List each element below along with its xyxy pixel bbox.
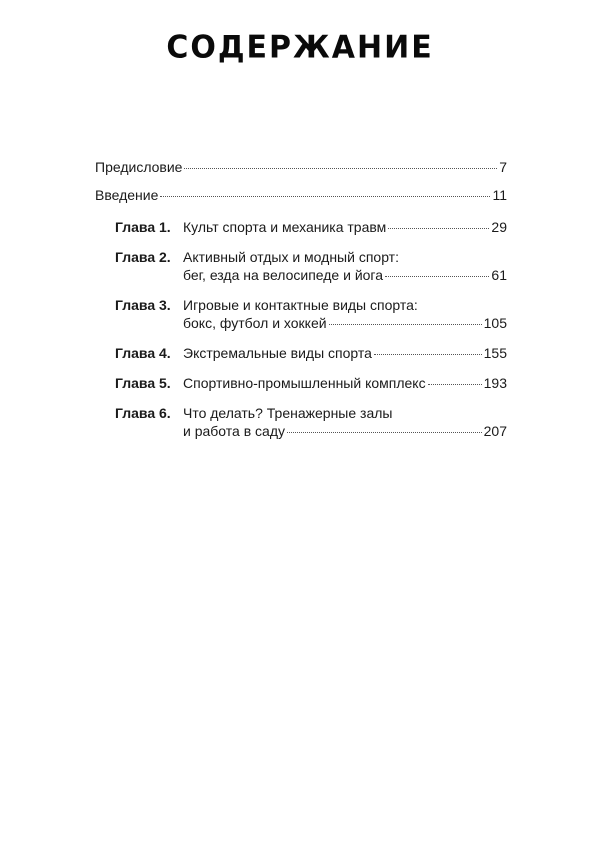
chapter-title-line: Что делать? Тренажерные залы [183,405,393,421]
dot-leader [385,276,489,277]
chapter-label: Глава 6. [115,405,171,421]
page-title: СОДЕРЖАНИЕ [166,29,434,66]
toc-page-number: 11 [492,187,507,203]
dot-leader [329,324,482,325]
chapter-title: бокс, футбол и хоккей [183,315,327,331]
toc-page-number: 155 [483,345,507,361]
toc-page-number: 61 [491,267,507,283]
dot-leader [428,384,482,385]
dot-leader [184,168,497,169]
toc-entry-chapter-6[interactable] [95,404,507,440]
toc-entry-chapter-1[interactable] [95,218,507,236]
toc-entry-preface[interactable] [95,158,507,176]
toc-entry-chapter-3[interactable] [95,296,507,332]
chapter-title-line: Активный отдых и модный спорт: [183,249,399,265]
toc-entry-title: Введение [95,187,159,203]
toc-page-number: 207 [483,423,507,439]
chapter-label: Глава 5. [115,375,171,391]
toc-entry-chapter-2[interactable] [95,248,507,284]
table-of-contents [95,158,507,440]
chapter-title: Спортивно-промышленный комплекс [183,375,426,391]
toc-page-number: 105 [483,315,507,331]
dot-leader [160,196,490,197]
toc-page-number: 7 [499,159,507,175]
chapter-title: Культ спорта и механика травм [183,219,387,235]
toc-page-number: 29 [491,219,507,235]
chapter-title: Экстремальные виды спорта [183,345,372,361]
toc-entry-chapter-4[interactable] [95,344,507,362]
toc-entry-chapter-5[interactable] [95,374,507,392]
chapter-title: бег, езда на велосипеде и йога [183,267,384,283]
dot-leader [374,354,482,355]
dot-leader [287,432,482,433]
chapter-label: Глава 1. [115,219,171,235]
toc-entry-introduction[interactable] [95,186,507,204]
chapter-title: и работа в саду [183,423,285,439]
chapter-label: Глава 4. [115,345,171,361]
chapter-label: Глава 3. [115,297,171,313]
chapter-title-line: Игровые и контактные виды спорта: [183,297,418,313]
toc-entry-title: Предисловие [95,159,183,175]
chapter-label: Глава 2. [115,249,171,265]
toc-page-number: 193 [483,375,507,391]
dot-leader [388,228,489,229]
